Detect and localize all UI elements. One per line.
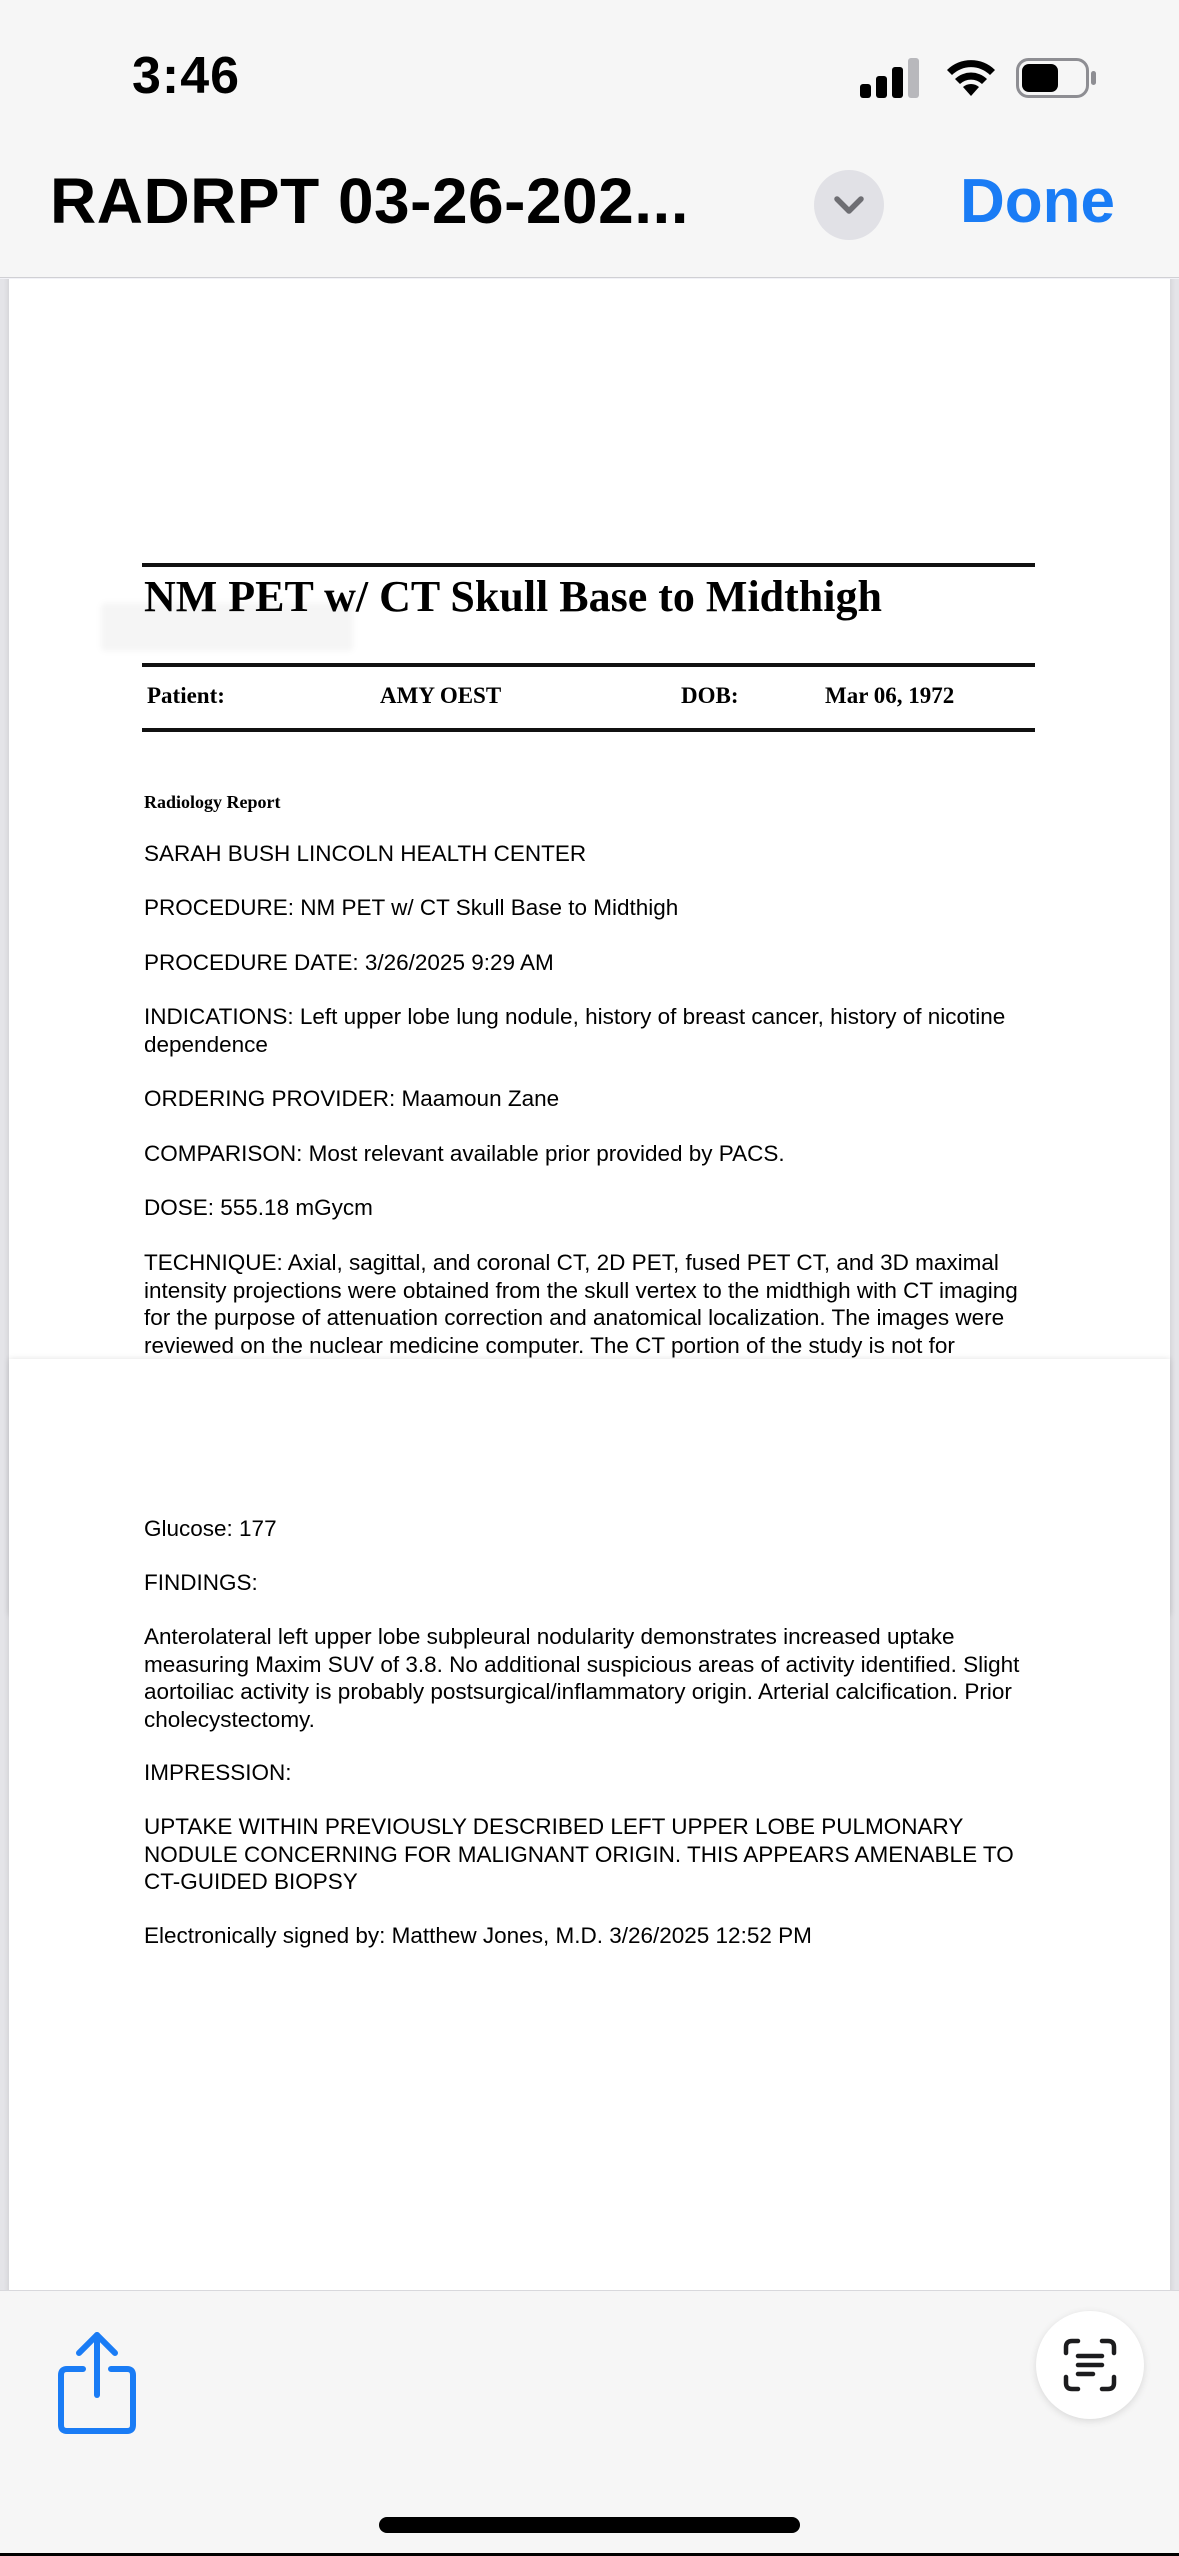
status-bar [0,0,1179,150]
live-text-button[interactable] [1036,2311,1144,2419]
ordering-provider-line: ORDERING PROVIDER: Maamoun Zane [144,1086,560,1111]
impression-heading: IMPRESSION: [144,1760,292,1785]
done-button[interactable]: Done [960,167,1115,236]
report-type-label: Radiology Report [144,792,281,812]
impression-paragraph: UPTAKE WITHIN PREVIOUSLY DESCRIBED LEFT UPPER LOBE PULMONARY NODULE CONCERNING FOR MALIGNANT ORIGIN. THIS APPEARS AMENABLE TO CT-GUIDED BIOPSY [144,1814,1014,1894]
patient-label: Patient: [147,683,225,708]
document-viewer[interactable] [0,279,1179,2290]
facility-name: SARAH BUSH LINCOLN HEALTH CENTER [144,841,587,866]
findings-paragraph: Anterolateral left upper lobe subpleural nodularity demonstrates increased uptake measuring Maxim SUV of 3.8. No additional suspicious areas of activity identified. Slight aortoiliac activity is probably postsurgical/inflammatory origin. Arterial calcification. Prior cholecystectomy. [144,1624,1020,1732]
dob-label: DOB: [681,683,739,708]
title-bottom-rule [142,663,1035,667]
chevron-down-icon [832,190,866,220]
wifi-icon [944,56,998,98]
bottom-toolbar [0,2290,1179,2556]
live-text-icon [1062,2337,1118,2393]
title-top-rule [142,563,1035,567]
home-indicator [379,2517,800,2533]
technique-paragraph: TECHNIQUE: Axial, sagittal, and coronal CT, 2D PET, fused PET CT, and 3D maximal intensity projections were obtained from the skull vertex to the midthigh with CT imaging for the purpose of attenuation correction and anatomical localization. The images were reviewed on the nuclear medicine computer. The CT portion of the study is not for [144,1250,1018,1358]
indications-paragraph: INDICATIONS: Left upper lobe lung nodule, history of breast cancer, history of nicotine dependence [144,1004,1006,1057]
patient-row-rule [142,728,1035,732]
patient-name: AMY OEST [380,683,502,708]
title-menu-button[interactable] [814,170,884,240]
dob-value: Mar 06, 1972 [825,683,955,708]
glucose-line: Glucose: 177 [144,1516,277,1541]
dose-line: DOSE: 555.18 mGycm [144,1195,373,1220]
procedure-line: PROCEDURE: NM PET w/ CT Skull Base to Midthigh [144,895,679,920]
procedure-date-line: PROCEDURE DATE: 3/26/2025 9:29 AM [144,950,554,975]
findings-heading: FINDINGS: [144,1570,258,1595]
cellular-signal-icon [860,58,922,98]
document-title[interactable]: RADRPT 03-26-202... [50,165,690,237]
comparison-line: COMPARISON: Most relevant available prior provided by PACS. [144,1141,785,1166]
battery-icon [1016,58,1098,98]
share-icon[interactable] [55,2329,139,2435]
document-page-2 [9,1359,1170,2290]
status-time: 3:46 [132,47,241,105]
signature-line: Electronically signed by: Matthew Jones, M.D. 3/26/2025 12:52 PM [144,1923,812,1948]
procedure-title: NM PET w/ CT Skull Base to Midthigh [144,572,882,621]
navigation-bar [0,150,1179,278]
